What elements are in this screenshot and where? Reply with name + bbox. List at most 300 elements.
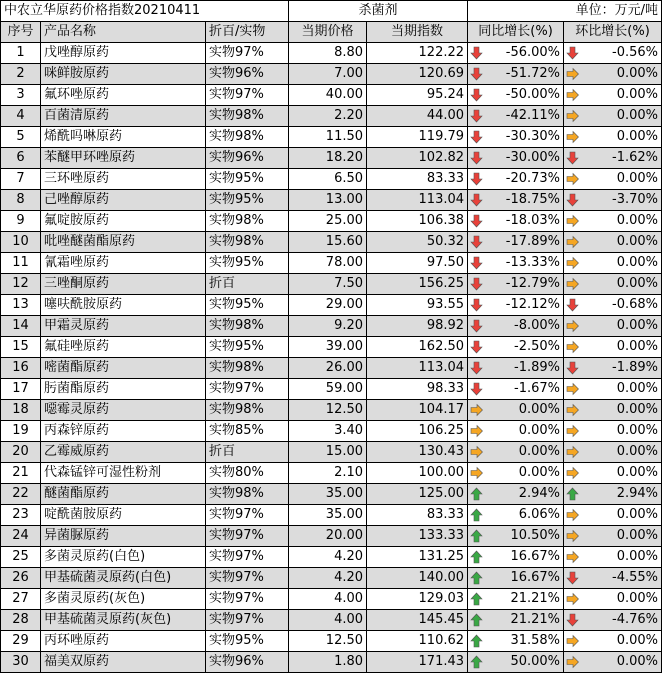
mom-value: 0.00% xyxy=(616,507,659,522)
table-row xyxy=(1,463,662,484)
product-basis: 实物95% xyxy=(206,631,289,652)
table-row xyxy=(1,442,662,463)
product-basis: 折百 xyxy=(206,274,289,295)
product-name: 氰霜唑原药 xyxy=(41,253,206,274)
yoy-cell xyxy=(468,421,564,442)
mom-cell xyxy=(564,526,662,547)
yoy-value: -20.73% xyxy=(505,171,561,186)
yoy-value: -1.89% xyxy=(514,360,561,375)
yoy-value: -2.50% xyxy=(514,339,561,354)
table-row xyxy=(1,232,662,253)
table-row xyxy=(1,43,662,64)
yoy-value: -18.03% xyxy=(505,213,561,228)
current-index: 122.22 xyxy=(367,43,468,64)
current-index: 130.43 xyxy=(367,442,468,463)
current-price: 15.00 xyxy=(289,442,367,463)
mom-value: 0.00% xyxy=(616,255,659,270)
row-number: 12 xyxy=(1,274,41,295)
mom-value: -3.70% xyxy=(612,192,659,207)
mom-value: -4.76% xyxy=(612,612,659,627)
arrow-down-icon xyxy=(470,130,483,144)
current-price: 4.00 xyxy=(289,589,367,610)
product-name: 烯酰吗啉原药 xyxy=(41,127,206,148)
arrow-down-icon xyxy=(470,172,483,186)
yoy-value: 16.67% xyxy=(510,549,561,564)
mom-cell xyxy=(564,337,662,358)
yoy-value: -12.79% xyxy=(505,276,561,291)
col-header-mom: 环比增长(%) xyxy=(564,22,662,43)
mom-value: 2.94% xyxy=(616,486,659,501)
row-number: 3 xyxy=(1,85,41,106)
yoy-value: 16.67% xyxy=(510,570,561,585)
mom-cell xyxy=(564,148,662,169)
current-price: 35.00 xyxy=(289,505,367,526)
arrow-right-icon xyxy=(566,382,579,396)
arrow-right-icon xyxy=(566,550,579,564)
mom-cell xyxy=(564,379,662,400)
yoy-value: -12.12% xyxy=(505,297,561,312)
mom-value: 0.00% xyxy=(616,213,659,228)
yoy-value: -56.00% xyxy=(505,45,561,60)
current-index: 98.92 xyxy=(367,316,468,337)
arrow-right-icon xyxy=(566,130,579,144)
mom-cell xyxy=(564,169,662,190)
product-name: 多菌灵原药(灰色) xyxy=(41,589,206,610)
arrow-down-icon xyxy=(566,298,579,312)
arrow-down-icon xyxy=(566,571,579,585)
mom-value: 0.00% xyxy=(616,234,659,249)
current-price: 3.40 xyxy=(289,421,367,442)
product-basis: 实物97% xyxy=(206,526,289,547)
product-basis: 实物95% xyxy=(206,253,289,274)
product-basis: 实物98% xyxy=(206,316,289,337)
arrow-right-icon xyxy=(566,109,579,123)
arrow-up-icon xyxy=(470,634,483,648)
product-basis: 实物96% xyxy=(206,148,289,169)
yoy-cell xyxy=(468,253,564,274)
current-index: 140.00 xyxy=(367,568,468,589)
row-number: 18 xyxy=(1,400,41,421)
arrow-right-icon xyxy=(566,634,579,648)
mom-cell xyxy=(564,505,662,526)
mom-cell xyxy=(564,211,662,232)
current-index: 145.45 xyxy=(367,610,468,631)
yoy-value: -17.89% xyxy=(505,234,561,249)
yoy-cell xyxy=(468,211,564,232)
table-row xyxy=(1,400,662,421)
mom-value: 0.00% xyxy=(616,423,659,438)
current-index: 83.33 xyxy=(367,169,468,190)
product-name: 噁霉灵原药 xyxy=(41,400,206,421)
product-basis: 实物96% xyxy=(206,652,289,673)
mom-cell xyxy=(564,442,662,463)
yoy-cell xyxy=(468,274,564,295)
mom-cell xyxy=(564,274,662,295)
current-index: 133.33 xyxy=(367,526,468,547)
arrow-right-icon xyxy=(566,403,579,417)
mom-cell xyxy=(564,127,662,148)
row-number: 14 xyxy=(1,316,41,337)
mom-value: 0.00% xyxy=(616,528,659,543)
product-basis: 实物98% xyxy=(206,232,289,253)
mom-cell xyxy=(564,400,662,421)
product-name: 乙霉威原药 xyxy=(41,442,206,463)
current-index: 97.50 xyxy=(367,253,468,274)
yoy-cell xyxy=(468,400,564,421)
current-index: 104.17 xyxy=(367,400,468,421)
product-basis: 实物98% xyxy=(206,358,289,379)
current-price: 8.80 xyxy=(289,43,367,64)
current-index: 131.25 xyxy=(367,547,468,568)
product-basis: 实物98% xyxy=(206,400,289,421)
yoy-cell xyxy=(468,127,564,148)
product-name: 百菌清原药 xyxy=(41,106,206,127)
arrow-right-icon xyxy=(566,67,579,81)
arrow-up-icon xyxy=(470,550,483,564)
row-number: 6 xyxy=(1,148,41,169)
yoy-cell xyxy=(468,568,564,589)
yoy-value: 0.00% xyxy=(518,402,561,417)
arrow-down-icon xyxy=(470,109,483,123)
yoy-cell xyxy=(468,148,564,169)
mom-cell xyxy=(564,253,662,274)
product-basis: 实物97% xyxy=(206,43,289,64)
mom-value: 0.00% xyxy=(616,66,659,81)
product-name: 吡唑醚菌酯原药 xyxy=(41,232,206,253)
yoy-cell xyxy=(468,442,564,463)
row-number: 9 xyxy=(1,211,41,232)
product-name: 多菌灵原药(白色) xyxy=(41,547,206,568)
row-number: 15 xyxy=(1,337,41,358)
table-row xyxy=(1,631,662,652)
current-price: 59.00 xyxy=(289,379,367,400)
arrow-right-icon xyxy=(566,235,579,249)
yoy-value: 21.21% xyxy=(510,591,561,606)
table-row xyxy=(1,85,662,106)
arrow-down-icon xyxy=(470,151,483,165)
yoy-cell xyxy=(468,631,564,652)
title-row xyxy=(1,1,662,22)
row-number: 11 xyxy=(1,253,41,274)
table-row xyxy=(1,106,662,127)
yoy-value: -18.75% xyxy=(505,192,561,207)
row-number: 10 xyxy=(1,232,41,253)
mom-cell xyxy=(564,64,662,85)
current-index: 83.33 xyxy=(367,505,468,526)
mom-value: -1.89% xyxy=(612,360,659,375)
table-title: 中农立华原药价格指数20210411 xyxy=(1,1,289,22)
product-name: 甲基硫菌灵原药(灰色) xyxy=(41,610,206,631)
yoy-value: 0.00% xyxy=(518,444,561,459)
current-price: 12.50 xyxy=(289,400,367,421)
mom-cell xyxy=(564,295,662,316)
row-number: 25 xyxy=(1,547,41,568)
product-basis: 实物97% xyxy=(206,568,289,589)
current-index: 113.04 xyxy=(367,358,468,379)
mom-value: 0.00% xyxy=(616,276,659,291)
category-label: 杀菌剂 xyxy=(289,1,468,22)
table-row xyxy=(1,547,662,568)
table-row xyxy=(1,610,662,631)
arrow-down-icon xyxy=(470,46,483,60)
mom-cell xyxy=(564,106,662,127)
mom-cell xyxy=(564,190,662,211)
table-row xyxy=(1,64,662,85)
product-name: 戊唑醇原药 xyxy=(41,43,206,64)
current-price: 20.00 xyxy=(289,526,367,547)
product-name: 甲霜灵原药 xyxy=(41,316,206,337)
yoy-value: -42.11% xyxy=(505,108,561,123)
yoy-value: 6.06% xyxy=(518,507,561,522)
current-price: 7.00 xyxy=(289,64,367,85)
col-header-price: 当期价格 xyxy=(289,22,367,43)
arrow-down-icon xyxy=(470,214,483,228)
mom-value: -0.68% xyxy=(612,297,659,312)
product-name: 己唑醇原药 xyxy=(41,190,206,211)
row-number: 17 xyxy=(1,379,41,400)
current-index: 110.62 xyxy=(367,631,468,652)
mom-value: 0.00% xyxy=(616,465,659,480)
arrow-up-icon xyxy=(566,487,579,501)
row-number: 30 xyxy=(1,652,41,673)
row-number: 2 xyxy=(1,64,41,85)
mom-value: 0.00% xyxy=(616,549,659,564)
product-name: 三环唑原药 xyxy=(41,169,206,190)
arrow-right-icon xyxy=(566,172,579,186)
mom-value: 0.00% xyxy=(616,591,659,606)
table-row xyxy=(1,505,662,526)
product-name: 咪鲜胺原药 xyxy=(41,64,206,85)
mom-value: 0.00% xyxy=(616,654,659,669)
col-header-name: 产品名称 xyxy=(41,22,206,43)
product-basis: 实物95% xyxy=(206,169,289,190)
yoy-cell xyxy=(468,526,564,547)
product-basis: 实物85% xyxy=(206,421,289,442)
product-basis: 实物95% xyxy=(206,337,289,358)
product-basis: 实物97% xyxy=(206,547,289,568)
row-number: 13 xyxy=(1,295,41,316)
current-index: 106.38 xyxy=(367,211,468,232)
current-index: 156.25 xyxy=(367,274,468,295)
mom-value: 0.00% xyxy=(616,444,659,459)
row-number: 23 xyxy=(1,505,41,526)
unit-label: 单位：万元/吨 xyxy=(468,1,662,22)
arrow-right-icon xyxy=(470,424,483,438)
current-price: 15.60 xyxy=(289,232,367,253)
mom-cell xyxy=(564,589,662,610)
mom-cell xyxy=(564,85,662,106)
table-row xyxy=(1,589,662,610)
table-row xyxy=(1,526,662,547)
current-price: 78.00 xyxy=(289,253,367,274)
table-row xyxy=(1,253,662,274)
table-row xyxy=(1,484,662,505)
arrow-right-icon xyxy=(566,508,579,522)
current-price: 7.50 xyxy=(289,274,367,295)
arrow-up-icon xyxy=(470,529,483,543)
yoy-cell xyxy=(468,85,564,106)
row-number: 5 xyxy=(1,127,41,148)
table-row xyxy=(1,652,662,673)
arrow-right-icon xyxy=(566,466,579,480)
product-name: 噻呋酰胺原药 xyxy=(41,295,206,316)
yoy-cell xyxy=(468,505,564,526)
row-number: 29 xyxy=(1,631,41,652)
current-index: 106.25 xyxy=(367,421,468,442)
table-row xyxy=(1,148,662,169)
current-index: 102.82 xyxy=(367,148,468,169)
mom-cell xyxy=(564,547,662,568)
table-row xyxy=(1,316,662,337)
yoy-value: 0.00% xyxy=(518,465,561,480)
product-name: 氟环唑原药 xyxy=(41,85,206,106)
product-basis: 实物97% xyxy=(206,379,289,400)
col-header-no: 序号 xyxy=(1,22,41,43)
table-row xyxy=(1,421,662,442)
product-basis: 实物97% xyxy=(206,589,289,610)
arrow-right-icon xyxy=(566,445,579,459)
yoy-cell xyxy=(468,316,564,337)
table-row xyxy=(1,274,662,295)
current-price: 13.00 xyxy=(289,190,367,211)
product-name: 异菌脲原药 xyxy=(41,526,206,547)
product-basis: 实物95% xyxy=(206,190,289,211)
mom-cell xyxy=(564,316,662,337)
mom-value: 0.00% xyxy=(616,129,659,144)
mom-value: 0.00% xyxy=(616,402,659,417)
product-name: 福美双原药 xyxy=(41,652,206,673)
current-price: 4.00 xyxy=(289,610,367,631)
row-number: 8 xyxy=(1,190,41,211)
current-index: 100.00 xyxy=(367,463,468,484)
current-price: 6.50 xyxy=(289,169,367,190)
col-header-index: 当期指数 xyxy=(367,22,468,43)
arrow-down-icon xyxy=(470,382,483,396)
yoy-value: 10.50% xyxy=(510,528,561,543)
yoy-value: -51.72% xyxy=(505,66,561,81)
row-number: 4 xyxy=(1,106,41,127)
arrow-down-icon xyxy=(470,67,483,81)
product-name: 嘧菌酯原药 xyxy=(41,358,206,379)
yoy-value: -1.67% xyxy=(514,381,561,396)
current-price: 12.50 xyxy=(289,631,367,652)
current-index: 93.55 xyxy=(367,295,468,316)
yoy-cell xyxy=(468,358,564,379)
mom-value: -0.56% xyxy=(612,45,659,60)
mom-value: 0.00% xyxy=(616,108,659,123)
product-basis: 折百 xyxy=(206,442,289,463)
arrow-up-icon xyxy=(470,613,483,627)
column-header-row xyxy=(1,22,662,43)
arrow-up-icon xyxy=(470,592,483,606)
table-row xyxy=(1,295,662,316)
mom-value: 0.00% xyxy=(616,87,659,102)
table-row xyxy=(1,568,662,589)
yoy-value: 50.00% xyxy=(510,654,561,669)
product-name: 三唑酮原药 xyxy=(41,274,206,295)
arrow-down-icon xyxy=(566,151,579,165)
arrow-down-icon xyxy=(566,193,579,207)
yoy-value: -30.00% xyxy=(505,150,561,165)
mom-value: 0.00% xyxy=(616,339,659,354)
yoy-cell xyxy=(468,190,564,211)
row-number: 27 xyxy=(1,589,41,610)
yoy-cell xyxy=(468,106,564,127)
product-name: 丙环唑原药 xyxy=(41,631,206,652)
arrow-right-icon xyxy=(566,592,579,606)
row-number: 7 xyxy=(1,169,41,190)
table-row xyxy=(1,211,662,232)
arrow-right-icon xyxy=(566,424,579,438)
product-basis: 实物98% xyxy=(206,106,289,127)
product-basis: 实物98% xyxy=(206,211,289,232)
arrow-up-icon xyxy=(470,655,483,669)
arrow-right-icon xyxy=(566,340,579,354)
yoy-value: -8.00% xyxy=(514,318,561,333)
current-price: 2.10 xyxy=(289,463,367,484)
arrow-down-icon xyxy=(566,46,579,60)
mom-value: -4.55% xyxy=(612,570,659,585)
arrow-down-icon xyxy=(470,193,483,207)
product-basis: 实物95% xyxy=(206,295,289,316)
product-basis: 实物97% xyxy=(206,85,289,106)
mom-cell xyxy=(564,652,662,673)
current-index: 125.00 xyxy=(367,484,468,505)
arrow-right-icon xyxy=(566,214,579,228)
current-price: 29.00 xyxy=(289,295,367,316)
arrow-right-icon xyxy=(566,529,579,543)
table-row xyxy=(1,127,662,148)
yoy-cell xyxy=(468,589,564,610)
arrow-up-icon xyxy=(470,508,483,522)
current-index: 44.00 xyxy=(367,106,468,127)
yoy-value: -13.33% xyxy=(505,255,561,270)
yoy-cell xyxy=(468,43,564,64)
yoy-value: 2.94% xyxy=(518,486,561,501)
arrow-up-icon xyxy=(470,571,483,585)
row-number: 22 xyxy=(1,484,41,505)
arrow-right-icon xyxy=(566,655,579,669)
yoy-cell xyxy=(468,232,564,253)
mom-value: 0.00% xyxy=(616,633,659,648)
arrow-right-icon xyxy=(566,256,579,270)
current-index: 129.03 xyxy=(367,589,468,610)
current-price: 11.50 xyxy=(289,127,367,148)
arrow-right-icon xyxy=(470,403,483,417)
mom-cell xyxy=(564,631,662,652)
arrow-right-icon xyxy=(470,466,483,480)
arrow-down-icon xyxy=(566,361,579,375)
current-price: 40.00 xyxy=(289,85,367,106)
yoy-cell xyxy=(468,547,564,568)
product-name: 醚菌酯原药 xyxy=(41,484,206,505)
arrow-down-icon xyxy=(566,613,579,627)
mom-cell xyxy=(564,484,662,505)
yoy-value: -30.30% xyxy=(505,129,561,144)
row-number: 28 xyxy=(1,610,41,631)
yoy-cell xyxy=(468,610,564,631)
arrow-right-icon xyxy=(566,319,579,333)
row-number: 16 xyxy=(1,358,41,379)
current-price: 39.00 xyxy=(289,337,367,358)
mom-cell xyxy=(564,463,662,484)
row-number: 26 xyxy=(1,568,41,589)
product-name: 代森锰锌可湿性粉剂 xyxy=(41,463,206,484)
current-price: 4.20 xyxy=(289,568,367,589)
product-name: 啶酰菌胺原药 xyxy=(41,505,206,526)
arrow-down-icon xyxy=(470,340,483,354)
arrow-up-icon xyxy=(470,487,483,501)
